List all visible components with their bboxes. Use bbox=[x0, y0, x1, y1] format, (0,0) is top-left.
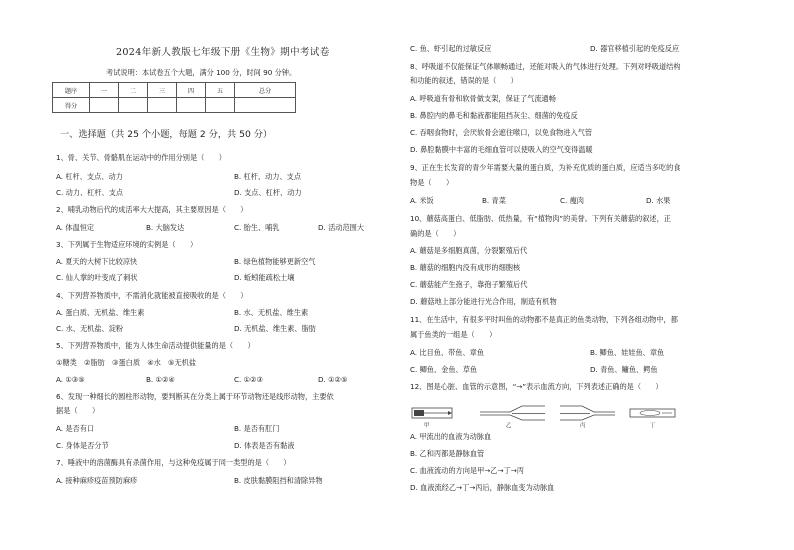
q4-option-b[interactable]: B. 水、无机盐、维生素 bbox=[234, 308, 309, 317]
score-header-cell: 三 bbox=[148, 83, 177, 98]
q10-option-c[interactable]: C. 蘑菇能产生孢子，靠孢子繁殖后代 bbox=[410, 280, 528, 289]
q2-option-c[interactable]: C. 胎生、哺乳 bbox=[234, 223, 280, 232]
q1-option-a[interactable]: A. 杠杆、支点、动力 bbox=[56, 172, 123, 181]
q2-stem: 2、哺乳动物后代的成活率大大提高，其主要原因是（ ） bbox=[56, 205, 248, 214]
q10-option-b[interactable]: B. 蘑菇的细胞内没有成形的细胞核 bbox=[410, 263, 521, 272]
score-input-cell[interactable] bbox=[177, 98, 206, 113]
q9-option-d[interactable]: D. 水果 bbox=[646, 196, 671, 205]
q5-option-b[interactable]: B. ①②④ bbox=[146, 375, 175, 384]
q6-stem-line2: 据是（ ） bbox=[56, 406, 100, 415]
q5-option-d[interactable]: D. ①②⑤ bbox=[318, 375, 348, 384]
score-header-cell: 二 bbox=[119, 83, 148, 98]
q8-stem-line1: 8、呼吸道不仅能保证气体顺畅通过，还能对吸入的气体进行处理。下列对呼吸道结构 bbox=[410, 62, 681, 71]
score-header-cell: 题序 bbox=[53, 83, 90, 98]
q3-option-a[interactable]: A. 夏天的大树下比较凉快 bbox=[56, 257, 138, 266]
q3-option-c[interactable]: C. 仙人掌的叶变成了刺状 bbox=[56, 273, 138, 282]
q9-option-c[interactable]: C. 瘦肉 bbox=[560, 196, 584, 205]
q4-option-d[interactable]: D. 无机盐、维生素、脂肪 bbox=[234, 324, 316, 333]
q5-stem: 5、下列营养物质中，能为人体生命活动提供能量的是（ ） bbox=[56, 341, 255, 350]
q9-option-a[interactable]: A. 米饭 bbox=[410, 196, 434, 205]
q8-option-b[interactable]: B. 鼻腔内的鼻毛和黏液都能阻挡灰尘、细菌的免疫反 bbox=[410, 111, 578, 120]
score-input-cell[interactable] bbox=[206, 98, 235, 113]
score-header-cell: 总分 bbox=[235, 83, 296, 98]
q3-option-b[interactable]: B. 绿色植物能够更新空气 bbox=[234, 257, 316, 266]
q3-option-d[interactable]: D. 蚯蚓能疏松土壤 bbox=[234, 273, 295, 282]
q6-option-c[interactable]: C. 身体是否分节 bbox=[56, 441, 109, 450]
q6-option-a[interactable]: A. 是否有口 bbox=[56, 424, 95, 433]
q1-option-b[interactable]: B. 杠杆、动力、支点 bbox=[234, 172, 302, 181]
q11-option-b[interactable]: B. 鲫鱼、娃娃鱼、章鱼 bbox=[590, 348, 665, 357]
q11-option-a[interactable]: A. 比目鱼、带鱼、章鱼 bbox=[410, 348, 485, 357]
q9-option-b[interactable]: B. 青菜 bbox=[482, 196, 506, 205]
q8-stem-line2: 和功能的叙述，错误的是（ ） bbox=[410, 76, 518, 85]
q3-stem: 3、下列属于生物适应环境的实例是（ ） bbox=[56, 240, 198, 249]
diagram-label-yi: 乙 bbox=[506, 423, 512, 429]
diagram-label-bing: 丙 bbox=[580, 423, 586, 429]
score-table bbox=[52, 82, 296, 113]
score-input-cell[interactable] bbox=[90, 98, 119, 113]
q6-option-d[interactable]: D. 体表是否有黏液 bbox=[234, 441, 295, 450]
q8-option-d[interactable]: D. 鼻腔黏膜中丰富的毛细血管可以使吸入的空气变得温暖 bbox=[410, 145, 593, 154]
q12-option-c[interactable]: C. 血液流动的方向是甲→乙→丁→丙 bbox=[410, 466, 524, 475]
q12-stem: 12、图是心脏、血管的示意图，“→”表示血流方向，下列表述正确的是（ ） bbox=[410, 382, 663, 391]
q2-option-a[interactable]: A. 体温恒定 bbox=[56, 223, 95, 232]
q7-option-b[interactable]: B. 皮肤黏膜阻挡和清除异物 bbox=[234, 476, 323, 485]
q6-option-b[interactable]: B. 是否有肛门 bbox=[234, 424, 280, 433]
q4-option-a[interactable]: A. 蛋白质、无机盐、维生素 bbox=[56, 308, 145, 317]
q4-stem: 4、下列营养物质中，不需消化就能被直接吸收的是（ ） bbox=[56, 291, 248, 300]
score-row-label: 得分 bbox=[53, 98, 90, 113]
q1-option-c[interactable]: C. 动力、杠杆、支点 bbox=[56, 188, 124, 197]
q11-stem-line1: 11、在生活中，有很多平时叫鱼的动物都不是真正的鱼类动物，下列各组动物中，都 bbox=[410, 315, 678, 324]
q10-option-d[interactable]: D. 蘑菇地上部分能进行光合作用，制造有机物 bbox=[410, 297, 557, 306]
q2-option-b[interactable]: B. 大脑发达 bbox=[146, 223, 185, 232]
q10-stem-line2: 确的是（ ） bbox=[410, 229, 461, 238]
q7-stem: 7、唾液中的溶菌酶具有杀菌作用，与这种免疫属于同一类型的是（ ） bbox=[56, 458, 291, 467]
score-input-cell[interactable] bbox=[119, 98, 148, 113]
score-input-cell[interactable] bbox=[235, 98, 296, 113]
q11-stem-line2: 属于鱼类的一组是（ ） bbox=[410, 330, 497, 339]
q8-option-c[interactable]: C. 吞咽食物时，会厌软骨会遮住喉口，以免食物进入气管 bbox=[410, 128, 593, 137]
q7-option-d[interactable]: D. 器官移植引起的免疫反应 bbox=[590, 44, 680, 53]
score-header-cell: 一 bbox=[90, 83, 119, 98]
q7-option-a[interactable]: A. 接种麻疹疫苗预防麻疹 bbox=[56, 476, 138, 485]
q1-stem: 1、骨、关节、骨骼肌在运动中的作用分别是（ ） bbox=[56, 153, 226, 162]
score-header-cell: 五 bbox=[206, 83, 235, 98]
q9-stem-line2: 物是（ ） bbox=[410, 178, 454, 187]
q1-option-d[interactable]: D. 支点、杠杆、动力 bbox=[234, 188, 302, 197]
exam-instructions: 考试说明：本试卷五个大题，满分 100 分，时间 90 分钟。 bbox=[106, 68, 297, 77]
q5-option-c[interactable]: C. ①②③ bbox=[234, 375, 263, 384]
diagram-label-jia: 甲 bbox=[424, 423, 430, 429]
q7-option-c[interactable]: C. 鱼、虾引起的过敏反应 bbox=[410, 44, 492, 53]
q4-option-c[interactable]: C. 水、无机盐、淀粉 bbox=[56, 324, 124, 333]
q10-option-a[interactable]: A. 蘑菇是多细胞真菌，分裂繁殖后代 bbox=[410, 246, 528, 255]
diagram-label-ding: 丁 bbox=[650, 423, 656, 429]
exam-title: 2024年新人教版七年级下册《生物》期中考试卷 bbox=[116, 47, 330, 58]
q12-option-b[interactable]: B. 乙和丙都是静脉血管 bbox=[410, 449, 485, 458]
q12-option-a[interactable]: A. 甲流出的血液为动脉血 bbox=[410, 432, 492, 441]
score-header-cell: 四 bbox=[177, 83, 206, 98]
q12-option-d[interactable]: D. 血液流经乙→丁→丙后，静脉血变为动脉血 bbox=[410, 483, 555, 492]
q10-stem-line1: 10、蘑菇高蛋白、低脂肪、低热量，有“植物肉”的美誉。下列有关蘑菇的叙述，正 bbox=[410, 214, 671, 223]
q2-option-d[interactable]: D. 活动范围大 bbox=[318, 223, 365, 232]
q5-items: ①糖类 ②脂肪 ③蛋白质 ④水 ⑤无机盐 bbox=[56, 358, 197, 367]
q6-stem-line1: 6、发现一种细长的圆柱形动物，要判断其在分类上属于环节动物还是线形动物，主要依 bbox=[56, 392, 334, 401]
q11-option-d[interactable]: D. 青鱼、鳙鱼、鳄鱼 bbox=[590, 365, 658, 374]
section-heading: 一、选择题（共 25 个小题，每题 2 分，共 50 分） bbox=[60, 129, 273, 140]
q5-option-a[interactable]: A. ①③⑤ bbox=[56, 375, 85, 384]
q8-option-a[interactable]: A. 呼吸道有骨和软骨做支架，保证了气流通畅 bbox=[410, 94, 556, 103]
q11-option-c[interactable]: C. 鲫鱼、金鱼、草鱼 bbox=[410, 365, 478, 374]
score-input-cell[interactable] bbox=[148, 98, 177, 113]
q9-stem-line1: 9、正在生长发育的青少年需要大量的蛋白质，为补充优质的蛋白质，应适当多吃的食 bbox=[410, 163, 681, 172]
heart-vessel-diagram bbox=[410, 403, 680, 425]
